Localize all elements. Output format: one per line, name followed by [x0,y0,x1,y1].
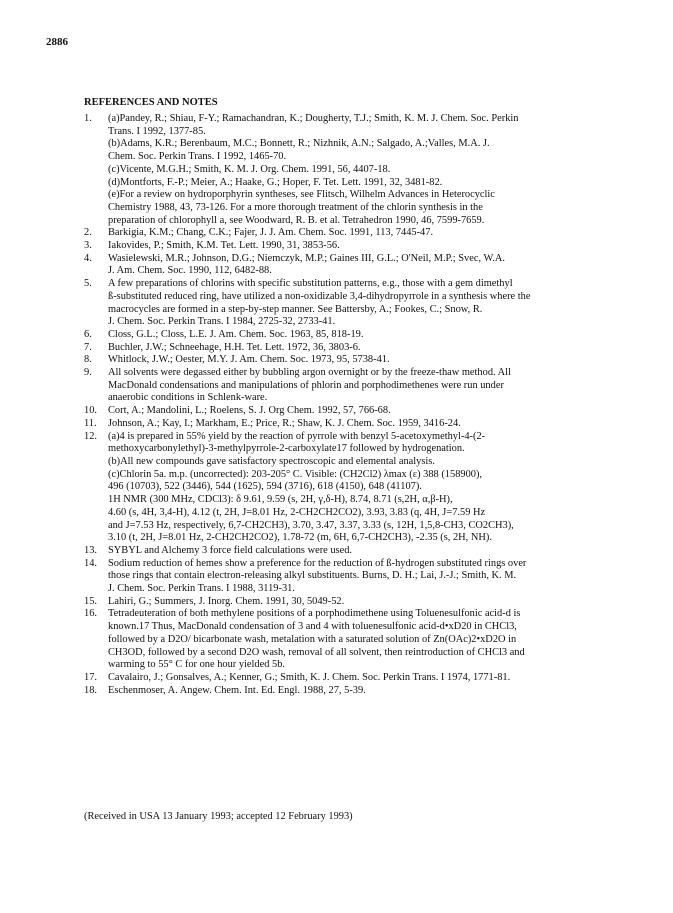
reference-item [84,596,584,609]
reference-line: (c)Chlorin 5a. m.p. (uncorrected): 203-205° C. Visible: (CH2Cl2) λmax (ε) 388 (158900), [108,468,483,480]
reference-body [108,329,584,342]
reference-line: MacDonald condensations and manipulations of phlorin and porphodimethenes were run under [108,379,504,391]
reference-line: Wasielewski, M.R.; Johnson, D.G.; Niemczyk, M.P.; Gaines III, G.L.; O'Neil, M.P.; Svec, W.A. [108,252,506,264]
reference-line: 4.60 (s, 4H, 3,4-H), 4.12 (t, 2H, J=8.01 Hz, 2-CH2CH2CO2), 3.93, 3.83 (q, 4H, J=7.59 Hz [108,506,486,518]
reference-line: (a)4 is prepared in 55% yield by the reaction of pyrrole with benzyl 5-acetoxymethyl-4-(2- [108,430,486,442]
reference-line: Trans. I 1992, 1377-85. [108,125,206,137]
reference-item [84,608,584,672]
reference-item [84,367,584,405]
reference-number: 2. [84,227,92,239]
reference-number: 3. [84,240,92,252]
reference-number: 1. [84,113,92,124]
reference-item [84,240,584,253]
reference-body [108,405,584,418]
reference-body [108,342,584,355]
reference-line: Cavalairo, J.; Gonsalves, A.; Kenner, G.; Smith, K. J. Chem. Soc. Perkin Trans. I 1974, 1771-81. [108,671,511,683]
reference-body [108,418,584,431]
reference-number: 16. [84,608,97,620]
reference-number: 14. [84,557,97,569]
reference-body [108,608,584,672]
reference-number: 17. [84,671,97,683]
reference-item [84,431,584,545]
reference-item [84,545,584,558]
reference-number: 5. [84,278,92,290]
reference-number: 7. [84,341,92,353]
reference-number: 13. [84,544,97,556]
reference-number: 15. [84,595,97,607]
reference-line: followed by a D2O/ bicarbonate wash, metalation with a saturated solution of Zn(OAc)2•xD2O in [108,633,517,645]
reference-item [84,253,584,278]
reference-line: (c)Vicente, M.G.H.; Smith, K. M. J. Org. Chem. 1991, 56, 4407-18. [108,163,391,175]
reference-body [108,354,584,367]
reference-line: CH3OD, followed by a second D2O wash, removal of all solvent, then reintroduction of CHCl3 and [108,646,525,658]
reference-line: Barkigia, K.M.; Chang, C.K.; Fajer, J. J. Am. Chem. Soc. 1991, 113, 7445-47. [108,227,434,239]
reference-item [84,685,584,698]
reference-line: (e)For a review on hydroporphyrin syntheses, see Flitsch, Wilhelm Advances in Heterocyclic [108,189,495,201]
reference-item [84,418,584,431]
reference-line: A few preparations of chlorins with specific substitution patterns, e.g., those with a gem dimethyl [108,278,513,290]
reference-item [84,278,584,329]
reference-body [108,367,584,405]
reference-item [84,342,584,355]
reference-item [84,113,584,227]
references-heading: REFERENCES AND NOTES [84,97,218,108]
reference-item [84,354,584,367]
reference-line: (b)Adams, K.R.; Berenbaum, M.C.; Bonnett, R.; Nizhnik, A.N.; Salgado, A.;Valles, M.A. J. [108,138,490,150]
reference-line: Tetradeuteration of both methylene positions of a porphodimethene using Toluenesulfonic acid-d is [108,608,521,620]
reference-item [84,227,584,240]
reference-line: Buchler, J.W.; Schneehage, H.H. Tet. Lett. 1972, 36, 3803-6. [108,341,361,353]
reference-line: anaerobic conditions in Schlenk-ware. [108,392,268,404]
reference-line: Chem. Soc. Perkin Trans. I 1992, 1465-70. [108,151,287,163]
reference-line: J. Chem. Soc. Perkin Trans. I 1984, 2725-32, 2733-41. [108,316,336,328]
reference-list [84,113,584,697]
reference-item [84,329,584,342]
reference-line: (b)All new compounds gave satisfactory spectroscopic and elemental analysis. [108,455,435,467]
reference-number: 11. [84,417,97,429]
reference-body [108,278,584,329]
reference-line: warming to 55° C for one hour yielded 5b. [108,659,286,671]
reference-line: and J=7.53 Hz, respectively, 6,7-CH2CH3), 3.70, 3.47, 3.37, 3.33 (s, 12H, 1,5,8-CH3, CO2CH3), [108,519,514,531]
reference-body [108,558,584,596]
reference-line: Iakovides, P.; Smith, K.M. Tet. Lett. 1990, 31, 3853-56. [108,240,340,252]
page-number: 2886 [46,36,68,48]
reference-line: Johnson, A.; Kay, I.; Markham, E.; Price, R.; Shaw, K. J. Chem. Soc. 1959, 3416-24. [108,417,461,429]
reference-line: Whitlock, J.W.; Oester, M.Y. J. Am. Chem. Soc. 1973, 95, 5738-41. [108,354,390,366]
reference-line: Eschenmoser, A. Angew. Chem. Int. Ed. Engl. 1988, 27, 5-39. [108,684,366,696]
reference-number: 8. [84,354,92,366]
reference-number: 10. [84,405,97,417]
reference-line: preparation of chlorophyll a, see Woodward, R. B. et al. Tetrahedron 1990, 46, 7599-7659. [108,214,485,226]
reference-line: SYBYL and Alchemy 3 force field calculations were used. [108,544,353,556]
received-note: (Received in USA 13 January 1993; accepted 12 February 1993) [84,811,353,822]
reference-line: Closs, G.L.; Closs, L.E. J. Am. Chem. Soc. 1963, 85, 818-19. [108,328,364,340]
reference-body [108,253,584,278]
reference-line: 1H NMR (300 MHz, CDCl3): δ 9.61, 9.59 (s, 2H, γ,δ-H), 8.74, 8.71 (s,2H, α,β-H), [108,494,453,506]
reference-line: Lahiri, G.; Summers, J. Inorg. Chem. 1991, 30, 5049-52. [108,595,345,607]
reference-body [108,240,584,253]
reference-body [108,596,584,609]
reference-number: 18. [84,684,97,696]
reference-line: J. Chem. Soc. Perkin Trans. I 1988, 3119-31. [108,583,295,595]
reference-body [108,545,584,558]
reference-body [108,672,584,685]
reference-number: 6. [84,328,92,340]
reference-number: 12. [84,430,97,442]
reference-line: J. Am. Chem. Soc. 1990, 112, 6482-88. [108,265,272,277]
reference-line: (d)Montforts, F.-P.; Meier, A.; Haake, G.; Hoper, F. Tet. Lett. 1991, 32, 3481-82. [108,176,443,188]
reference-line: ß-substituted reduced ring, have utilized a non-oxidizable 3,4-dihydropyrrole in a synthesis where the [108,290,531,302]
reference-item [84,672,584,685]
reference-line: 496 (10703), 522 (3446), 544 (1625), 594 (3716), 618 (4150), 648 (41107). [108,481,422,493]
reference-body [108,113,584,227]
reference-line: macrocycles are formed in a step-by-step manner. See Battersby, A.; Fookes, C.; Snow, R. [108,303,483,315]
reference-line: Sodium reduction of hemes show a preference for the reduction of ß-hydrogen substituted rings over [108,557,527,569]
reference-item [84,405,584,418]
reference-number: 4. [84,252,92,264]
reference-body [108,227,584,240]
reference-body [108,685,584,698]
reference-line: Cort, A.; Mandolini, L.; Roelens, S. J. Org Chem. 1992, 57, 766-68. [108,405,391,417]
reference-line: All solvents were degassed either by bubbling argon overnight or by the freeze-thaw method. All [108,367,511,379]
reference-line: known.17 Thus, MacDonald condensation of 3 and 4 with toluenesulfonic acid-d•xD20 in CHCl3, [108,621,517,633]
reference-line: (a)Pandey, R.; Shiau, F-Y.; Ramachandran, K.; Dougherty, T.J.; Smith, K. M. J. Chem. Soc. Perkin [108,113,519,124]
reference-line: 3.10 (t, 2H, J=8.01 Hz, 2-CH2CH2CO2), 1.78-72 (m, 6H, 6,7-CH2CH3), -2.35 (s, 2H, NH). [108,532,492,544]
reference-body [108,431,584,545]
reference-line: Chemistry 1988, 43, 73-126. For a more thorough treatment of the chlorin synthesis in the [108,201,483,213]
reference-number: 9. [84,367,92,379]
reference-line: methoxycarbonylethyl)-3-methylpyrrole-2-carboxylate17 followed by hydrogenation. [108,443,465,455]
reference-line: those rings that contain electron-releasing alkyl substituents. Burns, D. H.; Lai, J.-J.; Smith, K. M. [108,570,517,582]
reference-item [84,558,584,596]
